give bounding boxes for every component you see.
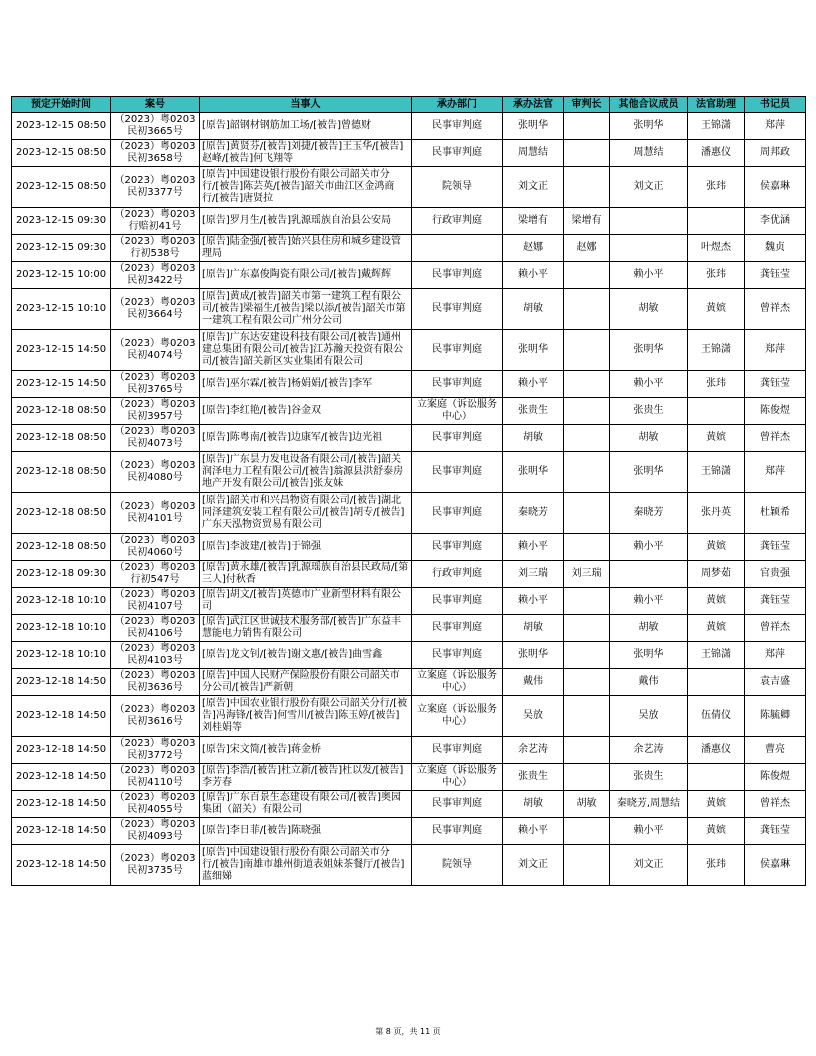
presiding-judge-cell bbox=[564, 398, 610, 425]
clerk-cell: 李优涵 bbox=[745, 208, 806, 235]
judge-cell: 余艺涛 bbox=[503, 737, 564, 764]
judge-cell: 胡敏 bbox=[503, 289, 564, 330]
presiding-judge-cell bbox=[564, 371, 610, 398]
panel-members-cell: 张明华 bbox=[610, 330, 688, 371]
case-number-cell: （2023）粤0203民初4103号 bbox=[111, 642, 200, 669]
start-time-cell: 2023-12-18 08:50 bbox=[12, 398, 111, 425]
judge-cell: 张明华 bbox=[503, 330, 564, 371]
clerk-cell: 曾祥杰 bbox=[745, 615, 806, 642]
parties-cell: [原告]李浩/[被告]杜立新/[被告]杜以发/[被告]李芳春 bbox=[200, 764, 412, 791]
clerk-cell: 侯嘉琳 bbox=[745, 845, 806, 886]
header-presiding-judge: 审判长 bbox=[564, 97, 610, 113]
presiding-judge-cell: 梁增有 bbox=[564, 208, 610, 235]
judge-cell: 胡敏 bbox=[503, 425, 564, 452]
table-row bbox=[12, 534, 806, 561]
presiding-judge-cell bbox=[564, 289, 610, 330]
case-number-cell: （2023）粤0203民初4110号 bbox=[111, 764, 200, 791]
presiding-judge-cell bbox=[564, 425, 610, 452]
department-cell: 民事审判庭 bbox=[412, 113, 503, 140]
case-number-cell: （2023）粤0203民初3664号 bbox=[111, 289, 200, 330]
parties-cell: [原告]龙文钊/[被告]谢文惠/[被告]曲雪鑫 bbox=[200, 642, 412, 669]
panel-members-cell bbox=[610, 561, 688, 588]
department-cell: 立案庭（诉讼服务中心） bbox=[412, 669, 503, 696]
judge-cell: 胡敏 bbox=[503, 791, 564, 818]
start-time-cell: 2023-12-18 14:50 bbox=[12, 737, 111, 764]
clerk-cell: 龚钰莹 bbox=[745, 262, 806, 289]
judge-cell: 张贵生 bbox=[503, 764, 564, 791]
table-row bbox=[12, 696, 806, 737]
parties-cell: [原告]韶关市和兴昌物资有限公司/[被告]湖北同泽建筑安装工程有限公司/[被告]胡专/[被告]广东天泓物资贸易有限公司 bbox=[200, 493, 412, 534]
judge-assistant-cell: 黄嫔 bbox=[688, 534, 745, 561]
table-row bbox=[12, 561, 806, 588]
department-cell: 院领导 bbox=[412, 845, 503, 886]
department-cell: 民事审判庭 bbox=[412, 737, 503, 764]
presiding-judge-cell: 赵娜 bbox=[564, 235, 610, 262]
case-number-cell: （2023）粤0203民初3772号 bbox=[111, 737, 200, 764]
parties-cell: [原告]中国农业银行股份有限公司韶关分行/[被告]冯海锋/[被告]何雪川/[被告]陈玉婷/[被告]刘桂娟等 bbox=[200, 696, 412, 737]
parties-cell: [原告]广东昙力发电设备有限公司/[被告]韶关润泽电力工程有限公司/[被告]翁源县洪舒泰房地产开发有限公司/[被告]张友妹 bbox=[200, 452, 412, 493]
clerk-cell: 郑萍 bbox=[745, 330, 806, 371]
panel-members-cell: 余艺涛 bbox=[610, 737, 688, 764]
table-row bbox=[12, 588, 806, 615]
case-number-cell: （2023）粤0203民初3765号 bbox=[111, 371, 200, 398]
department-cell: 立案庭（诉讼服务中心） bbox=[412, 398, 503, 425]
case-number-cell: （2023）粤0203行初538号 bbox=[111, 235, 200, 262]
table-row bbox=[12, 452, 806, 493]
table-row bbox=[12, 615, 806, 642]
case-number-cell: （2023）粤0203民初4101号 bbox=[111, 493, 200, 534]
case-number-cell: （2023）粤0203民初4060号 bbox=[111, 534, 200, 561]
judge-assistant-cell: 王锦潇 bbox=[688, 113, 745, 140]
judge-cell: 张贵生 bbox=[503, 398, 564, 425]
case-number-cell: （2023）粤0203民初3377号 bbox=[111, 167, 200, 208]
clerk-cell: 杜颖希 bbox=[745, 493, 806, 534]
department-cell: 民事审判庭 bbox=[412, 371, 503, 398]
clerk-cell: 郑萍 bbox=[745, 642, 806, 669]
parties-cell: [原告]陆金强/[被告]始兴县住房和城乡建设管理局 bbox=[200, 235, 412, 262]
table-row bbox=[12, 791, 806, 818]
judge-cell: 赵娜 bbox=[503, 235, 564, 262]
clerk-cell: 龚钰莹 bbox=[745, 588, 806, 615]
table-row bbox=[12, 493, 806, 534]
judge-cell: 梁增有 bbox=[503, 208, 564, 235]
judge-assistant-cell: 王锦潇 bbox=[688, 330, 745, 371]
judge-cell: 戴伟 bbox=[503, 669, 564, 696]
clerk-cell: 侯嘉琳 bbox=[745, 167, 806, 208]
clerk-cell: 官贵强 bbox=[745, 561, 806, 588]
judge-assistant-cell: 黄嫔 bbox=[688, 588, 745, 615]
presiding-judge-cell bbox=[564, 113, 610, 140]
case-number-cell: （2023）粤0203民初4106号 bbox=[111, 615, 200, 642]
table-header-row bbox=[12, 97, 806, 113]
case-number-cell: （2023）粤0203民初3665号 bbox=[111, 113, 200, 140]
panel-members-cell: 赖小平 bbox=[610, 818, 688, 845]
header-parties: 当事人 bbox=[200, 97, 412, 113]
parties-cell: [原告]陈粤南/[被告]边康军/[被告]边光祖 bbox=[200, 425, 412, 452]
clerk-cell: 陈俊煜 bbox=[745, 764, 806, 791]
start-time-cell: 2023-12-15 09:30 bbox=[12, 235, 111, 262]
parties-cell: [原告]宋文简/[被告]蒋金桥 bbox=[200, 737, 412, 764]
parties-cell: [原告]胡文/[被告]英德市广业新型材料有限公司 bbox=[200, 588, 412, 615]
page-footer: 第 8 页，共 11 页 bbox=[375, 1027, 441, 1036]
header-judge-assistant: 法官助理 bbox=[688, 97, 745, 113]
start-time-cell: 2023-12-15 14:50 bbox=[12, 371, 111, 398]
panel-members-cell: 秦晓芳 bbox=[610, 493, 688, 534]
parties-cell: [原告]广东嘉俊陶瓷有限公司/[被告]戴辉辉 bbox=[200, 262, 412, 289]
case-number-cell: （2023）粤0203民初3957号 bbox=[111, 398, 200, 425]
panel-members-cell: 刘文正 bbox=[610, 167, 688, 208]
panel-members-cell: 赖小平 bbox=[610, 534, 688, 561]
start-time-cell: 2023-12-18 10:10 bbox=[12, 642, 111, 669]
panel-members-cell bbox=[610, 208, 688, 235]
clerk-cell: 陈俊煜 bbox=[745, 398, 806, 425]
case-number-cell: （2023）粤0203民初4055号 bbox=[111, 791, 200, 818]
panel-members-cell: 胡敏 bbox=[610, 425, 688, 452]
judge-assistant-cell: 潘惠仪 bbox=[688, 140, 745, 167]
judge-assistant-cell bbox=[688, 764, 745, 791]
presiding-judge-cell bbox=[564, 534, 610, 561]
table-row bbox=[12, 669, 806, 696]
judge-cell: 张明华 bbox=[503, 642, 564, 669]
judge-assistant-cell: 黄嫔 bbox=[688, 818, 745, 845]
clerk-cell: 魏贞 bbox=[745, 235, 806, 262]
presiding-judge-cell: 胡敏 bbox=[564, 791, 610, 818]
header-department: 承办部门 bbox=[412, 97, 503, 113]
presiding-judge-cell bbox=[564, 818, 610, 845]
presiding-judge-cell bbox=[564, 262, 610, 289]
presiding-judge-cell: 刘三瑞 bbox=[564, 561, 610, 588]
header-panel-members: 其他合议成员 bbox=[610, 97, 688, 113]
table-row bbox=[12, 425, 806, 452]
department-cell: 民事审判庭 bbox=[412, 615, 503, 642]
start-time-cell: 2023-12-18 14:50 bbox=[12, 669, 111, 696]
clerk-cell: 曹亮 bbox=[745, 737, 806, 764]
case-number-cell: （2023）粤0203行赔初41号 bbox=[111, 208, 200, 235]
department-cell: 行政审判庭 bbox=[412, 561, 503, 588]
panel-members-cell: 张明华 bbox=[610, 113, 688, 140]
parties-cell: [原告]巫尔霖/[被告]杨娟娟/[被告]李军 bbox=[200, 371, 412, 398]
start-time-cell: 2023-12-18 08:50 bbox=[12, 452, 111, 493]
panel-members-cell bbox=[610, 235, 688, 262]
parties-cell: [原告]李波建/[被告]于锦强 bbox=[200, 534, 412, 561]
start-time-cell: 2023-12-18 09:30 bbox=[12, 561, 111, 588]
judge-assistant-cell: 黄嫔 bbox=[688, 615, 745, 642]
department-cell: 民事审判庭 bbox=[412, 330, 503, 371]
judge-assistant-cell: 叶煜杰 bbox=[688, 235, 745, 262]
parties-cell: [原告]李红艳/[被告]谷金双 bbox=[200, 398, 412, 425]
start-time-cell: 2023-12-18 08:50 bbox=[12, 534, 111, 561]
header-start-time: 预定开始时间 bbox=[12, 97, 111, 113]
department-cell: 民事审判庭 bbox=[412, 140, 503, 167]
start-time-cell: 2023-12-15 14:50 bbox=[12, 330, 111, 371]
parties-cell: [原告]黄成/[被告]韶关市第一建筑工程有限公司/[被告]梁福生/[被告]梁以添/[被告]韶关市第一建筑工程有限公司广州分公司 bbox=[200, 289, 412, 330]
start-time-cell: 2023-12-15 08:50 bbox=[12, 167, 111, 208]
panel-members-cell: 吴放 bbox=[610, 696, 688, 737]
panel-members-cell: 周慧结 bbox=[610, 140, 688, 167]
judge-assistant-cell: 潘惠仪 bbox=[688, 737, 745, 764]
judge-cell: 吴放 bbox=[503, 696, 564, 737]
judge-assistant-cell: 张玮 bbox=[688, 167, 745, 208]
panel-members-cell: 赖小平 bbox=[610, 262, 688, 289]
start-time-cell: 2023-12-15 08:50 bbox=[12, 140, 111, 167]
judge-cell: 赖小平 bbox=[503, 262, 564, 289]
department-cell: 民事审判庭 bbox=[412, 791, 503, 818]
start-time-cell: 2023-12-18 14:50 bbox=[12, 696, 111, 737]
panel-members-cell: 戴伟 bbox=[610, 669, 688, 696]
case-number-cell: （2023）粤0203民初4093号 bbox=[111, 818, 200, 845]
presiding-judge-cell bbox=[564, 845, 610, 886]
presiding-judge-cell bbox=[564, 615, 610, 642]
table-row bbox=[12, 398, 806, 425]
judge-assistant-cell: 黄嫔 bbox=[688, 289, 745, 330]
department-cell bbox=[412, 235, 503, 262]
table-row bbox=[12, 764, 806, 791]
clerk-cell: 曾祥杰 bbox=[745, 791, 806, 818]
panel-members-cell: 赖小平 bbox=[610, 371, 688, 398]
judge-assistant-cell: 张丹英 bbox=[688, 493, 745, 534]
department-cell: 民事审判庭 bbox=[412, 262, 503, 289]
judge-assistant-cell: 王锦潇 bbox=[688, 452, 745, 493]
start-time-cell: 2023-12-18 14:50 bbox=[12, 764, 111, 791]
judge-assistant-cell: 王锦潇 bbox=[688, 642, 745, 669]
judge-assistant-cell bbox=[688, 398, 745, 425]
case-number-cell: （2023）粤0203行初547号 bbox=[111, 561, 200, 588]
judge-cell: 周慧结 bbox=[503, 140, 564, 167]
judge-cell: 张明华 bbox=[503, 113, 564, 140]
case-number-cell: （2023）粤0203民初3735号 bbox=[111, 845, 200, 886]
department-cell: 民事审判庭 bbox=[412, 534, 503, 561]
table-row bbox=[12, 845, 806, 886]
panel-members-cell: 胡敏 bbox=[610, 615, 688, 642]
clerk-cell: 曾祥杰 bbox=[745, 289, 806, 330]
table-row bbox=[12, 330, 806, 371]
clerk-cell: 袁吉盛 bbox=[745, 669, 806, 696]
presiding-judge-cell bbox=[564, 493, 610, 534]
presiding-judge-cell bbox=[564, 452, 610, 493]
table-row bbox=[12, 289, 806, 330]
department-cell: 民事审判庭 bbox=[412, 493, 503, 534]
start-time-cell: 2023-12-18 10:10 bbox=[12, 588, 111, 615]
judge-cell: 秦晓芳 bbox=[503, 493, 564, 534]
header-case-number: 案号 bbox=[111, 97, 200, 113]
clerk-cell: 周邦政 bbox=[745, 140, 806, 167]
table-row bbox=[12, 140, 806, 167]
judge-cell: 刘三瑞 bbox=[503, 561, 564, 588]
parties-cell: [原告]广东百景生态建设有限公司/[被告]奥园集团（韶关）有限公司 bbox=[200, 791, 412, 818]
parties-cell: [原告]武江区世诚技术服务部/[被告]广东益丰慧能电力销售有限公司 bbox=[200, 615, 412, 642]
start-time-cell: 2023-12-18 10:10 bbox=[12, 615, 111, 642]
clerk-cell: 郑萍 bbox=[745, 452, 806, 493]
start-time-cell: 2023-12-18 14:50 bbox=[12, 818, 111, 845]
panel-members-cell: 秦晓芳,周慧结 bbox=[610, 791, 688, 818]
parties-cell: [原告]罗月生/[被告]乳源瑶族自治县公安局 bbox=[200, 208, 412, 235]
presiding-judge-cell bbox=[564, 642, 610, 669]
table-row bbox=[12, 818, 806, 845]
judge-assistant-cell: 张玮 bbox=[688, 371, 745, 398]
case-number-cell: （2023）粤0203民初3616号 bbox=[111, 696, 200, 737]
parties-cell: [原告]中国建设银行股份有限公司韶关市分行/[被告]陈芸英/[被告]韶关市曲江区金鸿商行/[被告]唐贤拉 bbox=[200, 167, 412, 208]
table-row bbox=[12, 262, 806, 289]
case-number-cell: （2023）粤0203民初3658号 bbox=[111, 140, 200, 167]
clerk-cell: 龚钰莹 bbox=[745, 534, 806, 561]
presiding-judge-cell bbox=[564, 669, 610, 696]
parties-cell: [原告]黄永雄/[被告]乳源瑶族自治县民政局/[第三人]付秋香 bbox=[200, 561, 412, 588]
judge-cell: 张明华 bbox=[503, 452, 564, 493]
start-time-cell: 2023-12-18 14:50 bbox=[12, 845, 111, 886]
presiding-judge-cell bbox=[564, 330, 610, 371]
judge-assistant-cell: 黄嫔 bbox=[688, 425, 745, 452]
parties-cell: [原告]韶钢材钢筋加工场/[被告]曾德财 bbox=[200, 113, 412, 140]
start-time-cell: 2023-12-15 10:00 bbox=[12, 262, 111, 289]
panel-members-cell: 张贵生 bbox=[610, 398, 688, 425]
judge-cell: 赖小平 bbox=[503, 818, 564, 845]
table-row bbox=[12, 737, 806, 764]
clerk-cell: 郑萍 bbox=[745, 113, 806, 140]
department-cell: 行政审判庭 bbox=[412, 208, 503, 235]
presiding-judge-cell bbox=[564, 140, 610, 167]
start-time-cell: 2023-12-15 10:10 bbox=[12, 289, 111, 330]
judge-cell: 胡敏 bbox=[503, 615, 564, 642]
table-row bbox=[12, 113, 806, 140]
clerk-cell: 曾祥杰 bbox=[745, 425, 806, 452]
header-judge: 承办法官 bbox=[503, 97, 564, 113]
start-time-cell: 2023-12-18 08:50 bbox=[12, 493, 111, 534]
clerk-cell: 龚钰莹 bbox=[745, 818, 806, 845]
judge-assistant-cell: 伍倩仪 bbox=[688, 696, 745, 737]
parties-cell: [原告]中国人民财产保险股份有限公司韶关市分公司/[被告]严新朝 bbox=[200, 669, 412, 696]
judge-cell: 刘文正 bbox=[503, 167, 564, 208]
parties-cell: [原告]黄贤芬/[被告]刘捷/[被告]王玉华/[被告]赵峰/[被告]何飞翔等 bbox=[200, 140, 412, 167]
table-row bbox=[12, 235, 806, 262]
table-row bbox=[12, 167, 806, 208]
case-number-cell: （2023）粤0203民初4080号 bbox=[111, 452, 200, 493]
panel-members-cell: 刘文正 bbox=[610, 845, 688, 886]
start-time-cell: 2023-12-15 08:50 bbox=[12, 113, 111, 140]
department-cell: 民事审判庭 bbox=[412, 642, 503, 669]
table-row bbox=[12, 371, 806, 398]
panel-members-cell: 张明华 bbox=[610, 452, 688, 493]
judge-cell: 赖小平 bbox=[503, 588, 564, 615]
case-number-cell: （2023）粤0203民初4073号 bbox=[111, 425, 200, 452]
clerk-cell: 陈毓卿 bbox=[745, 696, 806, 737]
judge-assistant-cell bbox=[688, 208, 745, 235]
judge-assistant-cell bbox=[688, 669, 745, 696]
judge-cell: 赖小平 bbox=[503, 534, 564, 561]
panel-members-cell: 张贵生 bbox=[610, 764, 688, 791]
department-cell: 民事审判庭 bbox=[412, 452, 503, 493]
judge-cell: 赖小平 bbox=[503, 371, 564, 398]
presiding-judge-cell bbox=[564, 696, 610, 737]
case-number-cell: （2023）粤0203民初4107号 bbox=[111, 588, 200, 615]
department-cell: 民事审判庭 bbox=[412, 818, 503, 845]
department-cell: 民事审判庭 bbox=[412, 289, 503, 330]
presiding-judge-cell bbox=[564, 588, 610, 615]
judge-assistant-cell: 黄嫔 bbox=[688, 791, 745, 818]
presiding-judge-cell bbox=[564, 167, 610, 208]
hearing-schedule-table bbox=[11, 96, 806, 886]
start-time-cell: 2023-12-18 14:50 bbox=[12, 791, 111, 818]
judge-cell: 刘文正 bbox=[503, 845, 564, 886]
header-clerk: 书记员 bbox=[745, 97, 806, 113]
department-cell: 民事审判庭 bbox=[412, 588, 503, 615]
judge-assistant-cell: 周梦茹 bbox=[688, 561, 745, 588]
clerk-cell: 龚钰莹 bbox=[745, 371, 806, 398]
panel-members-cell: 赖小平 bbox=[610, 588, 688, 615]
parties-cell: [原告]中国建设银行股份有限公司韶关市分行/[被告]南雄市雄州街道表姐妹茶餐厅/[被告]蓝细娣 bbox=[200, 845, 412, 886]
judge-assistant-cell: 张玮 bbox=[688, 845, 745, 886]
start-time-cell: 2023-12-18 08:50 bbox=[12, 425, 111, 452]
department-cell: 立案庭（诉讼服务中心） bbox=[412, 764, 503, 791]
case-number-cell: （2023）粤0203民初4074号 bbox=[111, 330, 200, 371]
presiding-judge-cell bbox=[564, 764, 610, 791]
table-row bbox=[12, 208, 806, 235]
panel-members-cell: 张明华 bbox=[610, 642, 688, 669]
parties-cell: [原告]广东达安建设科技有限公司/[被告]通州建总集团有限公司/[被告]江苏瀚天投资有限公司/[被告]韶关新区实业集团有限公司 bbox=[200, 330, 412, 371]
presiding-judge-cell bbox=[564, 737, 610, 764]
department-cell: 立案庭（诉讼服务中心） bbox=[412, 696, 503, 737]
judge-assistant-cell: 张玮 bbox=[688, 262, 745, 289]
case-number-cell: （2023）粤0203民初3422号 bbox=[111, 262, 200, 289]
department-cell: 民事审判庭 bbox=[412, 425, 503, 452]
case-number-cell: （2023）粤0203民初3636号 bbox=[111, 669, 200, 696]
panel-members-cell: 胡敏 bbox=[610, 289, 688, 330]
parties-cell: [原告]李日菲/[被告]陈晓强 bbox=[200, 818, 412, 845]
table-row bbox=[12, 642, 806, 669]
department-cell: 院领导 bbox=[412, 167, 503, 208]
start-time-cell: 2023-12-15 09:30 bbox=[12, 208, 111, 235]
